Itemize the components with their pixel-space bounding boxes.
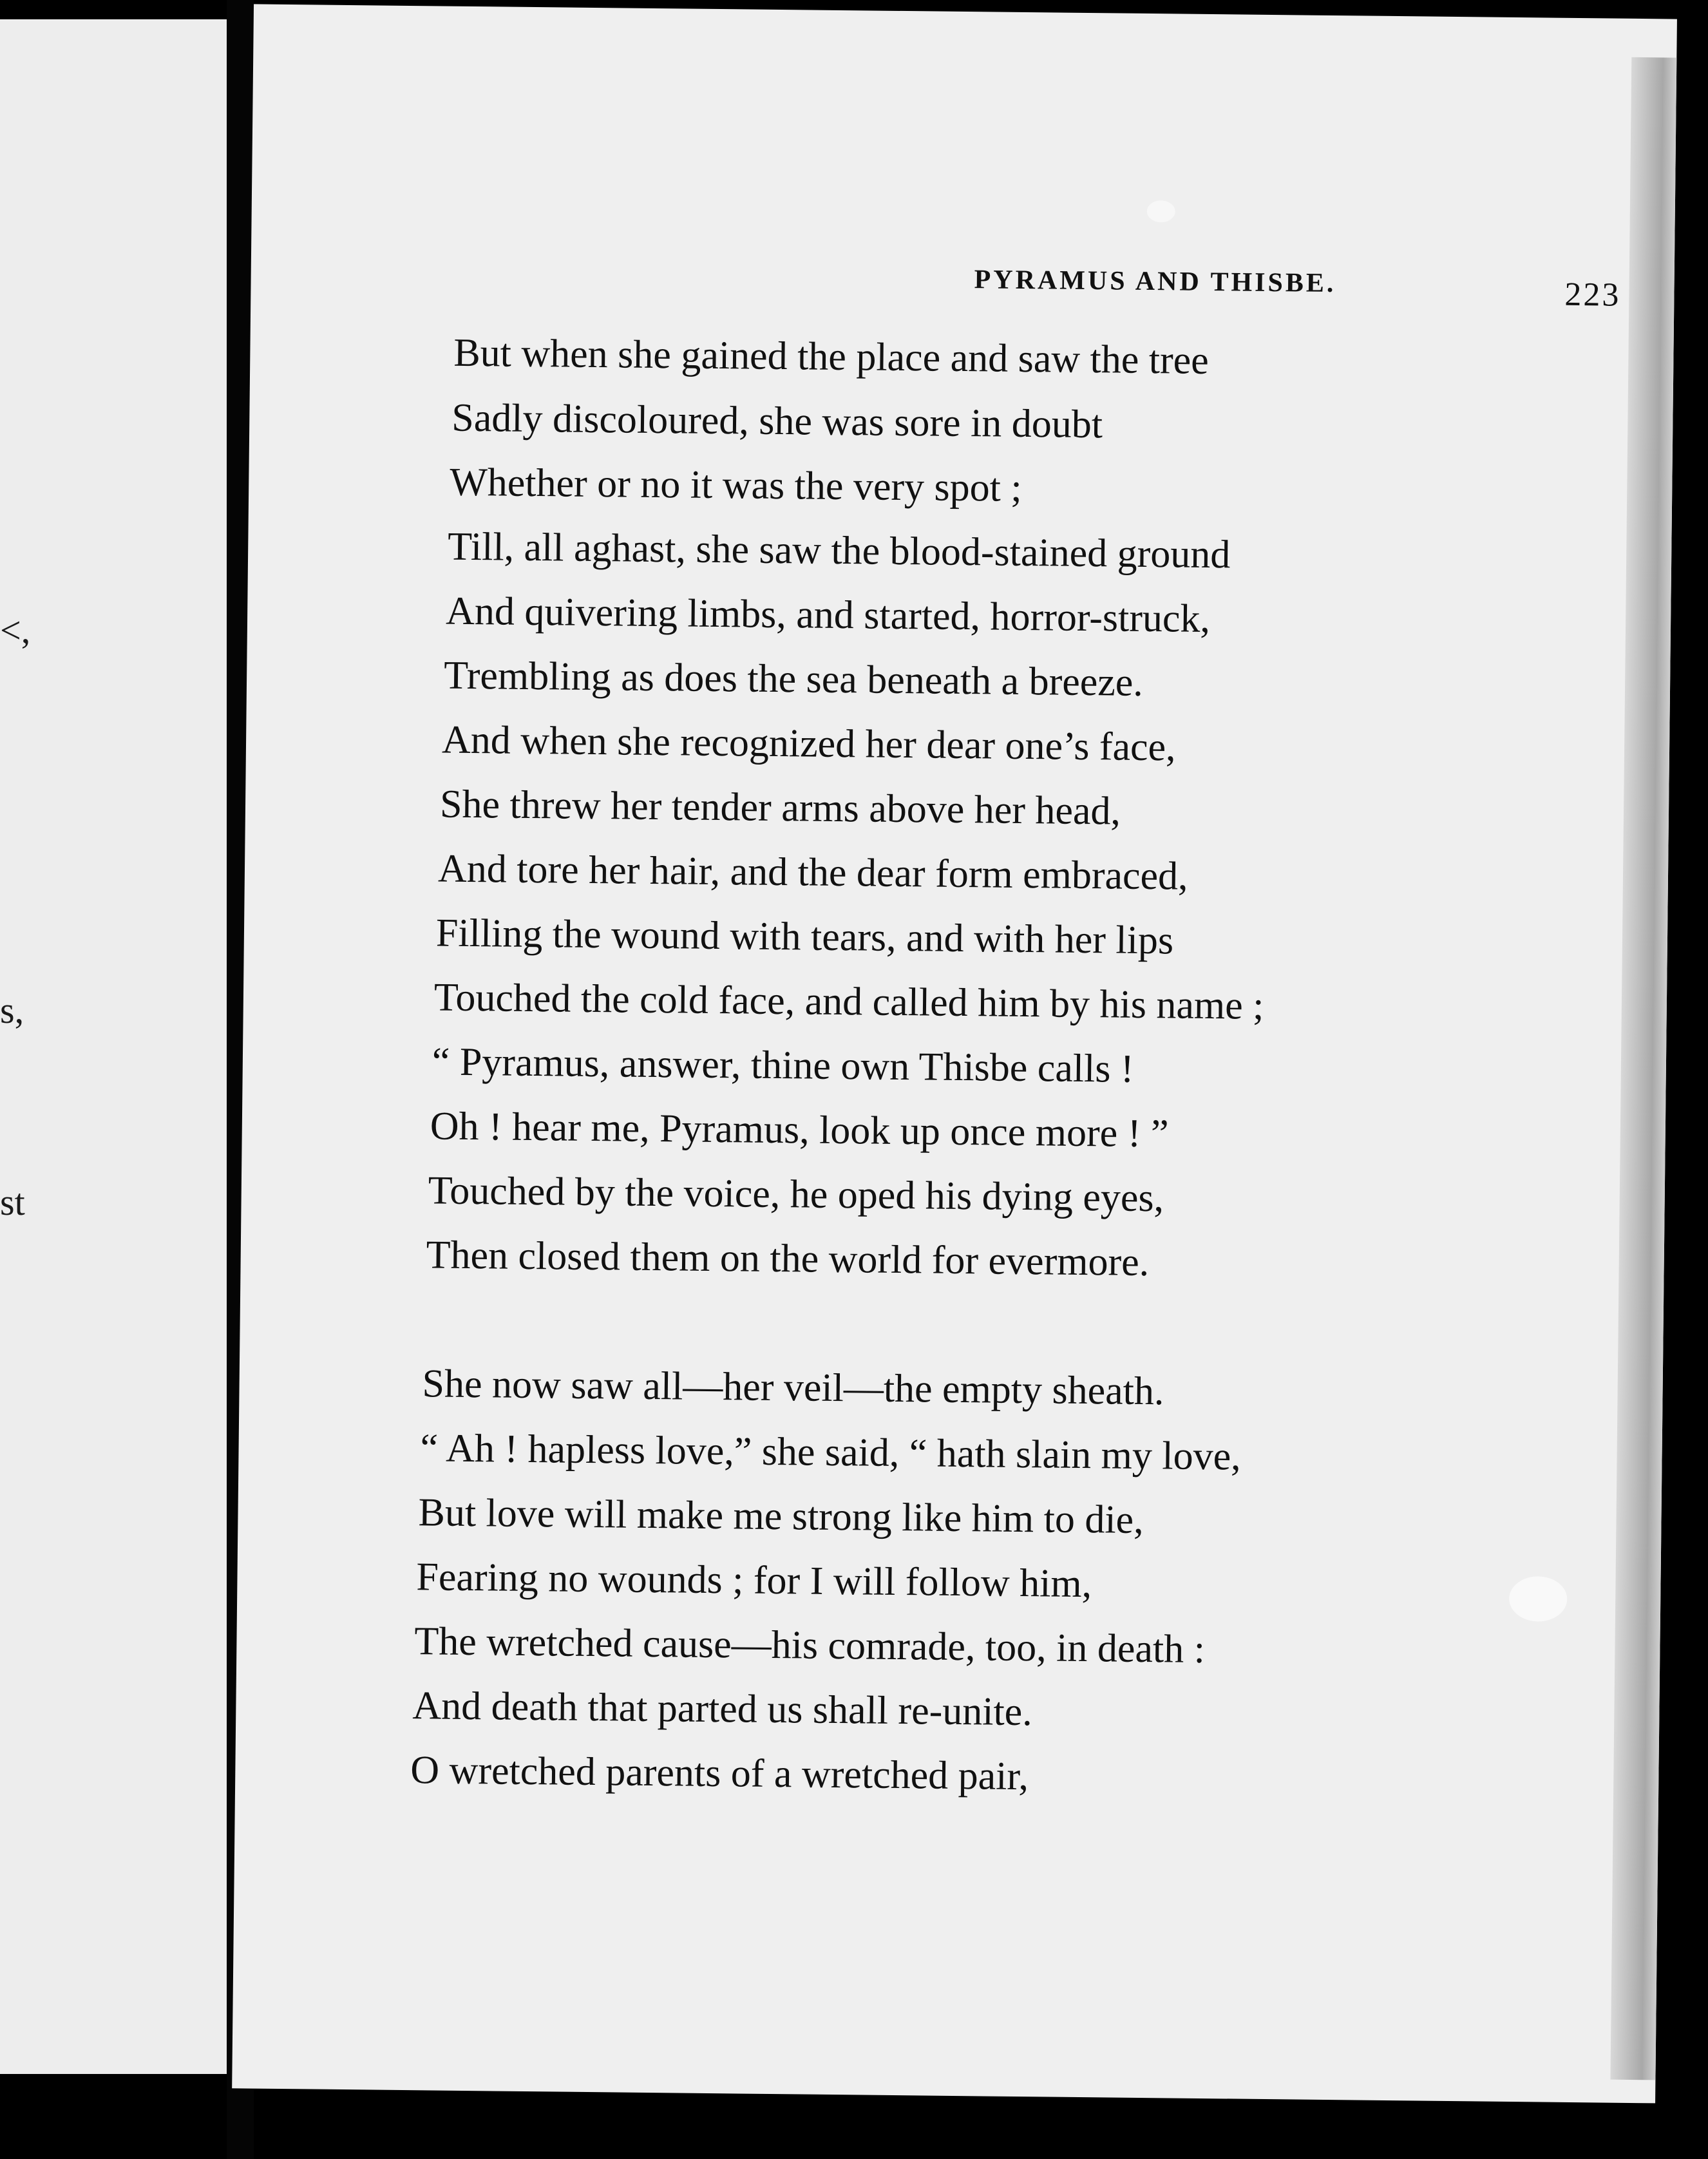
verse-line: But love will make me strong like him to die,: [418, 1490, 1144, 1543]
verse-line: “ Pyramus, answer, thine own Thisbe calls !: [432, 1040, 1134, 1091]
verse-line: Oh ! hear me, Pyramus, look up once more ! ”: [430, 1104, 1169, 1156]
left-page: [0, 19, 227, 2074]
verse-line: And when she recognized her dear one’s face,: [441, 718, 1177, 770]
verse-line: Then closed them on the world for evermore.: [426, 1233, 1150, 1285]
verse-line: Sadly discoloured, she was sore in doubt: [451, 395, 1103, 447]
verse-line: Till, all aghast, she saw the blood-stained ground: [447, 524, 1231, 577]
verse-line: Whether or no it was the very spot ;: [449, 460, 1023, 510]
verse-line: “ Ah ! hapless love,” she said, “ hath slain my love,: [420, 1426, 1242, 1479]
verse-block: [232, 4, 1677, 2103]
page-number: 223: [1564, 276, 1621, 314]
verse-line: But when she gained the place and saw the tree: [453, 330, 1210, 383]
running-head: PYRAMUS AND THISBE.: [974, 265, 1336, 299]
left-margin-fragment: s,: [0, 989, 24, 1031]
verse-line: The wretched cause—his comrade, too, in death :: [414, 1619, 1206, 1672]
verse-line: And quivering limbs, and started, horror-struck,: [445, 589, 1211, 642]
left-margin-fragment: <,: [0, 609, 31, 651]
verse-line: Touched by the voice, he oped his dying eyes,: [428, 1168, 1164, 1221]
verse-line: She now saw all—her veil—the empty sheath.: [422, 1362, 1164, 1414]
verse-line: And tore her hair, and the dear form embraced,: [437, 846, 1188, 899]
verse-line: Fearing no wounds ; for I will follow him,: [416, 1555, 1092, 1606]
verse-line: She threw her tender arms above her head,: [439, 782, 1121, 833]
verse-line: And death that parted us shall re-unite.: [412, 1684, 1033, 1735]
verse-line: Trembling as does the sea beneath a breeze.: [443, 653, 1144, 705]
left-margin-fragment: st: [0, 1181, 25, 1223]
verse-line: Touched the cold face, and called him by his name ;: [433, 975, 1264, 1028]
verse-line: Filling the wound with tears, and with her lips: [435, 911, 1174, 963]
right-page: [232, 4, 1677, 2103]
verse-line: O wretched parents of a wretched pair,: [410, 1748, 1029, 1799]
